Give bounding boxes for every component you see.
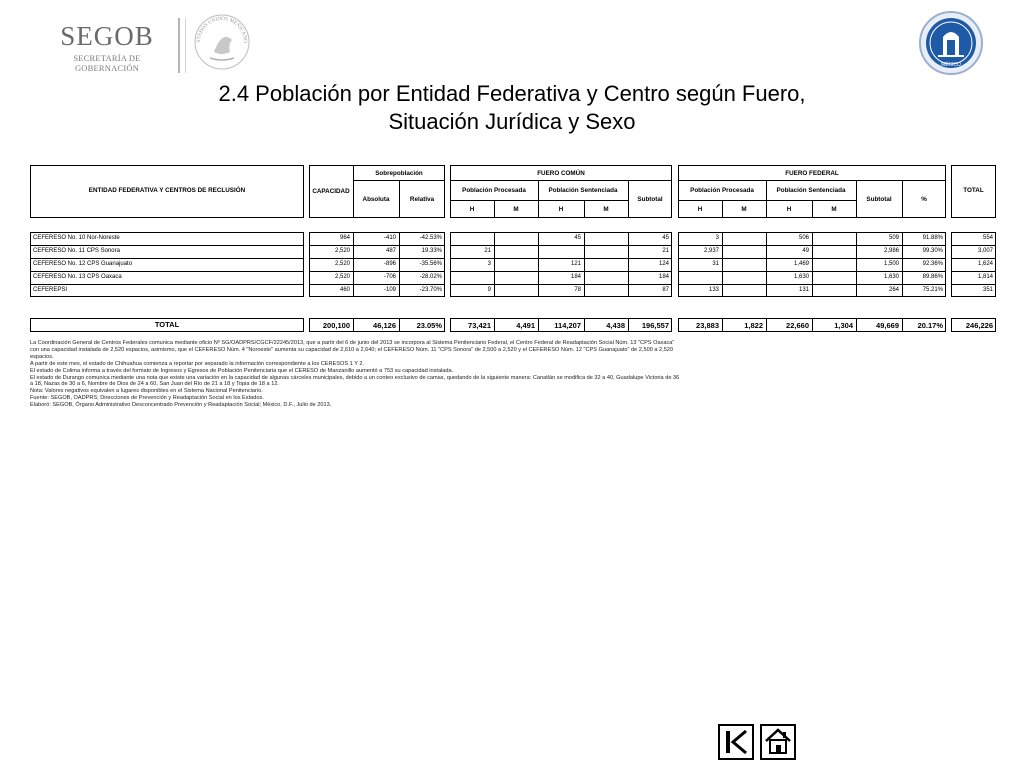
- total-ff_ph: 23,883: [696, 321, 719, 330]
- national-seal-icon: [192, 12, 252, 72]
- total-total: 246,226: [965, 321, 993, 330]
- fuero-federal-header: FUERO FEDERAL: [785, 170, 839, 177]
- footnote: Nota: Valores negativos equivalen a lugares disponibles en el Sistema Nacional Penitenciario.: [30, 388, 263, 395]
- cell-ff_pct: 75.21%: [922, 287, 943, 293]
- cell-abs: -109: [383, 287, 396, 293]
- cell-ff_ph: 133: [708, 287, 719, 293]
- cell-abs: -410: [383, 235, 396, 241]
- row-entity-name: CEFERESO No. 13 CPS Oaxaca: [33, 274, 122, 280]
- cell-fc_ph: 21: [484, 248, 491, 254]
- cell-abs: -706: [383, 274, 396, 280]
- fc-pm-header: M: [513, 206, 519, 213]
- svg-text:ESTADOS UNIDOS MEXICANOS: [192, 12, 248, 43]
- cell-ff_pct: 92.36%: [922, 261, 943, 267]
- cell-ff_sub: 264: [888, 287, 899, 293]
- row-entity-name: CEFERESO No. 11 CPS Sonora: [33, 248, 120, 254]
- header-divider: [178, 18, 180, 73]
- cell-abs: -896: [383, 261, 396, 267]
- title-line-2: Situación Jurídica y Sexo: [388, 109, 636, 134]
- ff-pm-header: M: [741, 206, 747, 213]
- cell-ff_pct: 99.30%: [922, 248, 943, 254]
- fc-ph-header: H: [469, 206, 475, 213]
- cell-total: 1,624: [977, 261, 993, 267]
- footnote: El estado de Colima informa a través del formato de Ingresos y Egresos de Población Penitenciaria que el CERESO de Manzanillo aumentó a 753 su capacidad instalada.: [30, 367, 454, 374]
- total-fc_ph: 73,421: [468, 321, 491, 330]
- mexico-emblem-icon: [918, 10, 984, 76]
- cell-fc_sub: 21: [662, 248, 669, 254]
- ff-sm-header: M: [831, 206, 837, 213]
- ff-sentenciada-header: Población Sentenciada: [776, 187, 846, 194]
- page-title: [0, 80, 1024, 136]
- cell-ff_sh: 49: [802, 248, 809, 254]
- org-name: SEGOB: [60, 21, 154, 51]
- cell-ff_pct: 89.86%: [922, 274, 943, 280]
- cell-cap: 2,520: [334, 261, 350, 267]
- cell-ff_sub: 1,630: [883, 274, 899, 280]
- footnote: A partir de este mes, el estado de Chihuahua comienza a reportar por separado la información correspondiente a los CERESOS 1 Y 2.: [30, 360, 365, 367]
- relativa-header: Relativa: [409, 196, 435, 203]
- cell-fc_sub: 45: [662, 235, 669, 241]
- total-cap: 200,100: [322, 321, 350, 330]
- cell-fc_sub: 184: [658, 274, 669, 280]
- cell-total: 1,814: [977, 274, 993, 280]
- total-fc_sub: 196,557: [641, 321, 669, 330]
- header-divider-thin: [185, 18, 186, 73]
- cell-ff_sh: 131: [798, 287, 809, 293]
- ff-ph-header: H: [697, 206, 703, 213]
- total-ff_pm: 1,822: [744, 321, 763, 330]
- segob-logo: [48, 22, 166, 73]
- capacidad-header: CAPACIDAD: [312, 188, 350, 195]
- cell-fc_sh: 78: [574, 287, 581, 293]
- total-fc_sm: 4,438: [606, 321, 625, 330]
- cell-ff_ph: 31: [712, 261, 719, 267]
- sobrepoblacion-header: Sobrepoblación: [375, 170, 423, 177]
- total-abs: 46,126: [373, 321, 396, 330]
- total-fc_sh: 114,207: [554, 321, 581, 330]
- cell-fc_sub: 87: [662, 287, 669, 293]
- footnote: La Coordinación General de Centros Federales comunica mediante oficio Nº SG/OADPRS/CGCF/22245/2013, que a partir del 6 de junio del 2013 se incorpora al Sistema Penitenciario Federal, el Centro Federal de Readaptación Social Núm. 13 "CPS Oaxaca" con una capacidad instalada de 2,520 espacios, asimismo, que el CEFERESO Núm. 4 "Noroeste" aumenta su capacidad de 2,610 a 2,640; el CEFERESO Núm. 11 "CPS Sonora" de 2,500 a 2,520 y el CEFERESO Núm. 12 "CPS Guanajuato" de 2,500 a 2,520 espacios.: [30, 340, 675, 360]
- total-ff_sh: 22,660: [786, 321, 809, 330]
- row-entity-name: CEFERESO No. 10 Nor-Noreste: [33, 235, 120, 241]
- totals-label: TOTAL: [154, 320, 180, 329]
- cell-cap: 460: [339, 287, 350, 293]
- cell-abs: 487: [385, 248, 396, 254]
- cell-ff_ph: 2,937: [703, 248, 719, 254]
- row-entity-name: CEFEREPSI: [33, 287, 68, 293]
- cell-rel: -23.70%: [419, 287, 442, 293]
- cell-fc_sh: 184: [570, 274, 581, 280]
- first-slide-button[interactable]: [718, 724, 754, 760]
- skip-back-icon: [720, 726, 752, 758]
- org-subtitle: SECRETARÍA DE GOBERNACIÓN: [73, 53, 141, 73]
- cell-total: 554: [982, 235, 993, 241]
- fc-sentenciada-header: Población Sentenciada: [548, 187, 618, 194]
- cell-ff_ph: 3: [715, 235, 719, 241]
- cell-ff_sh: 506: [798, 235, 809, 241]
- footnotes: [30, 340, 680, 409]
- title-line-1: 2.4 Población por Entidad Federativa y Centro según Fuero,: [218, 81, 806, 106]
- cell-rel: 19.33%: [421, 248, 442, 254]
- cell-fc_sh: 45: [574, 235, 581, 241]
- seal-text: STADOS UNIDOS MEXICANO: [195, 15, 249, 43]
- cell-rel: -42.53%: [419, 235, 442, 241]
- fc-subtotal-header: Subtotal: [637, 196, 663, 203]
- fc-procesada-header: Población Procesada: [462, 187, 526, 194]
- cell-rel: -35.56%: [419, 261, 442, 267]
- footnote: Fuente: SEGOB, OADPRS; Direcciones de Prevención y Readaptación Social en los Estados.: [30, 395, 264, 402]
- cell-ff_pct: 91.88%: [922, 235, 943, 241]
- ff-subtotal-header: Subtotal: [866, 196, 892, 203]
- total-ff_sm: 1,304: [834, 321, 853, 330]
- cell-fc_ph: 9: [487, 287, 491, 293]
- ff-pct-header: %: [921, 196, 927, 203]
- total-fc_pm: 4,491: [516, 321, 535, 330]
- home-icon: [762, 726, 794, 758]
- total-rel: 23.05%: [416, 321, 442, 330]
- absoluta-header: Absoluta: [362, 196, 390, 203]
- cell-cap: 964: [339, 235, 350, 241]
- home-button[interactable]: [760, 724, 796, 760]
- cell-fc_ph: 3: [487, 261, 491, 267]
- ff-procesada-header: Población Procesada: [690, 187, 754, 194]
- cell-fc_sub: 124: [658, 261, 669, 267]
- total-ff_pct: 20.17%: [917, 321, 943, 330]
- row-entity-name: CEFERESO No. 12 CPS Guanajuato: [33, 261, 133, 267]
- cell-ff_sh: 1,630: [793, 274, 809, 280]
- total-ff_sub: 49,669: [876, 321, 899, 330]
- cell-ff_sub: 2,986: [883, 248, 899, 254]
- emblem-text: MÉXICO: [941, 62, 961, 68]
- cell-ff_sub: 1,500: [883, 261, 899, 267]
- fc-sh-header: H: [558, 206, 564, 213]
- cell-fc_sh: 121: [570, 261, 581, 267]
- cell-total: 3,007: [977, 248, 993, 254]
- footnote: Elaboró: SEGOB, Órgano Administrativo Desconcentrado Prevención y Readaptación Social; México, D.F., Julio de 2013.: [30, 402, 332, 409]
- cell-rel: -28.02%: [419, 274, 442, 280]
- fc-sm-header: M: [603, 206, 609, 213]
- cell-total: 351: [982, 287, 993, 293]
- total-column-header: TOTAL: [951, 165, 996, 218]
- cell-ff_sh: 1,469: [793, 261, 809, 267]
- footnote: El estado de Durango comunica mediante una nota que existe una variación en la capacidad de algunas cárceles municipales, debido a un conteo exclusivo de camas, quedando de la siguiente manera: Canatlán se modifica de 32 a 40, Guadalupe Victoria de 36 a 18, Nazas de 30 a 6, Nombre de Dios de 24 a 60, San Juan del Río de 21 a 18 y Topia de 18 a 12.: [30, 374, 680, 388]
- cell-cap: 2,520: [334, 248, 350, 254]
- entity-column-header: ENTIDAD FEDERATIVA Y CENTROS DE RECLUSIÓN: [30, 165, 304, 218]
- cell-ff_sub: 509: [888, 235, 899, 241]
- cell-cap: 2,520: [334, 274, 350, 280]
- fuero-comun-header: FUERO COMÚN: [537, 170, 585, 177]
- ff-sh-header: H: [786, 206, 792, 213]
